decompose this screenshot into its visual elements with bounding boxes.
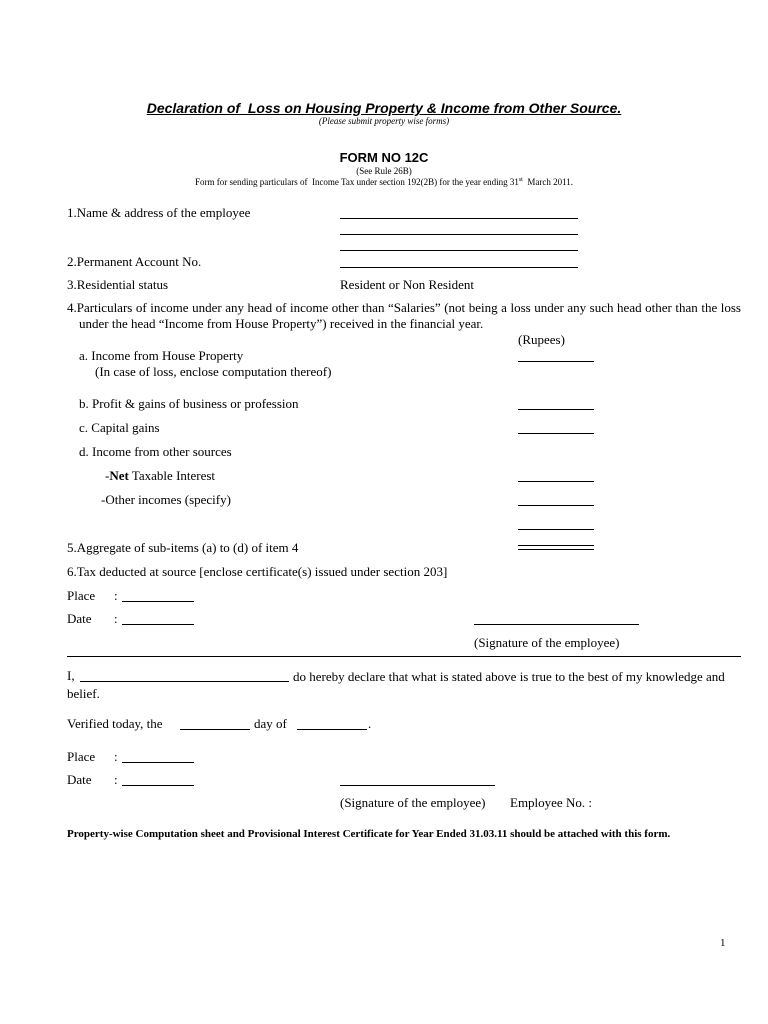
item4-particulars: 4.Particulars of income under any head of income other than “Salaries” (not being a loss under any such head other than the loss under the head “Income from House Property”) received in the financial year. bbox=[67, 300, 741, 331]
verified-period: . bbox=[368, 716, 372, 731]
declaration-place-line[interactable] bbox=[122, 762, 194, 763]
form-subtitle: (Please submit property wise forms) bbox=[318, 116, 450, 126]
business-profit-label: b. Profit & gains of business or profession bbox=[79, 396, 299, 411]
declaration-date-colon: : bbox=[114, 772, 118, 787]
declaration-signature-line[interactable] bbox=[340, 785, 495, 786]
residential-status-value: Resident or Non Resident bbox=[340, 277, 474, 292]
net-taxable-interest-line[interactable] bbox=[518, 481, 594, 482]
other-sources-label: d. Income from other sources bbox=[79, 444, 232, 459]
declaration-date-label: Date bbox=[67, 772, 92, 787]
employee-address-line-3[interactable] bbox=[340, 250, 578, 251]
declaration-intro: I, bbox=[67, 668, 75, 683]
residential-status-label: 3.Residential status bbox=[67, 277, 169, 292]
employee-name-label: 1.Name & address of the employee bbox=[67, 205, 251, 220]
net-rest: Taxable Interest bbox=[128, 468, 216, 483]
declaration-statement: do hereby declare that what is stated above is true to the best of my knowledge and belief. bbox=[67, 669, 725, 701]
employee-no-label: Employee No. : bbox=[510, 795, 592, 810]
verified-day-line[interactable] bbox=[180, 729, 250, 730]
place-line[interactable] bbox=[122, 601, 194, 602]
other-incomes-label: -Other incomes (specify) bbox=[101, 492, 231, 507]
rupees-label: (Rupees) bbox=[518, 332, 565, 347]
employee-address-line-2[interactable] bbox=[340, 234, 578, 235]
form-number: FORM NO 12C bbox=[339, 150, 429, 165]
net-bold: Net bbox=[109, 468, 129, 483]
capital-gains-label: c. Capital gains bbox=[79, 420, 160, 435]
date-colon: : bbox=[114, 611, 118, 626]
tds-label: 6.Tax deducted at source [enclose certificate(s) issued under section 203] bbox=[67, 564, 448, 579]
section-divider bbox=[67, 656, 741, 657]
pan-label: 2.Permanent Account No. bbox=[67, 254, 202, 269]
signature-label: (Signature of the employee) bbox=[474, 635, 620, 650]
aggregate-double-line-bottom[interactable] bbox=[518, 549, 594, 550]
form-title: Declaration of Loss on Housing Property & Income from Other Source. bbox=[146, 100, 622, 116]
income-house-property-note: (In case of loss, enclose computation thereof) bbox=[95, 364, 332, 379]
date-label: Date bbox=[67, 611, 92, 626]
rule-reference: (See Rule 26B) bbox=[356, 166, 412, 176]
attachment-note: Property-wise Computation sheet and Provisional Interest Certificate for Year Ended 31.03.11 should be attached with this form. bbox=[67, 828, 671, 840]
aggregate-label: 5.Aggregate of sub-items (a) to (d) of item 4 bbox=[67, 540, 299, 555]
pan-line[interactable] bbox=[340, 267, 578, 268]
income-house-property-line[interactable] bbox=[518, 361, 594, 362]
day-of-label: day of bbox=[254, 716, 287, 731]
capital-gains-line[interactable] bbox=[518, 433, 594, 434]
verified-month-line[interactable] bbox=[297, 729, 367, 730]
declaration-date-line[interactable] bbox=[122, 785, 194, 786]
form-description-sup: st bbox=[518, 177, 523, 183]
aggregate-double-line-top bbox=[518, 545, 594, 546]
employee-name-line-1[interactable] bbox=[340, 218, 578, 219]
page-number: 1 bbox=[720, 937, 726, 949]
business-profit-line[interactable] bbox=[518, 409, 594, 410]
other-incomes-line-2[interactable] bbox=[518, 529, 594, 530]
place-colon: : bbox=[114, 588, 118, 603]
net-prefix: - bbox=[105, 468, 110, 483]
net-taxable-interest-label bbox=[105, 468, 215, 484]
declaration-place-label: Place bbox=[67, 749, 96, 764]
form-description-main: Form for sending particulars of Income Tax under section 192(2B) for the year ending 31 bbox=[194, 177, 519, 187]
verified-prefix: Verified today, the bbox=[67, 716, 163, 731]
income-house-property-label: a. Income from House Property bbox=[79, 348, 244, 363]
date-line[interactable] bbox=[122, 624, 194, 625]
signature-line[interactable] bbox=[474, 624, 639, 625]
declaration-signature-label: (Signature of the employee) bbox=[340, 795, 486, 810]
place-label: Place bbox=[67, 588, 96, 603]
other-incomes-line-1[interactable] bbox=[518, 505, 594, 506]
form-description-end: March 2011. bbox=[522, 177, 574, 187]
form-description bbox=[0, 177, 768, 188]
declaration-place-colon: : bbox=[114, 749, 118, 764]
